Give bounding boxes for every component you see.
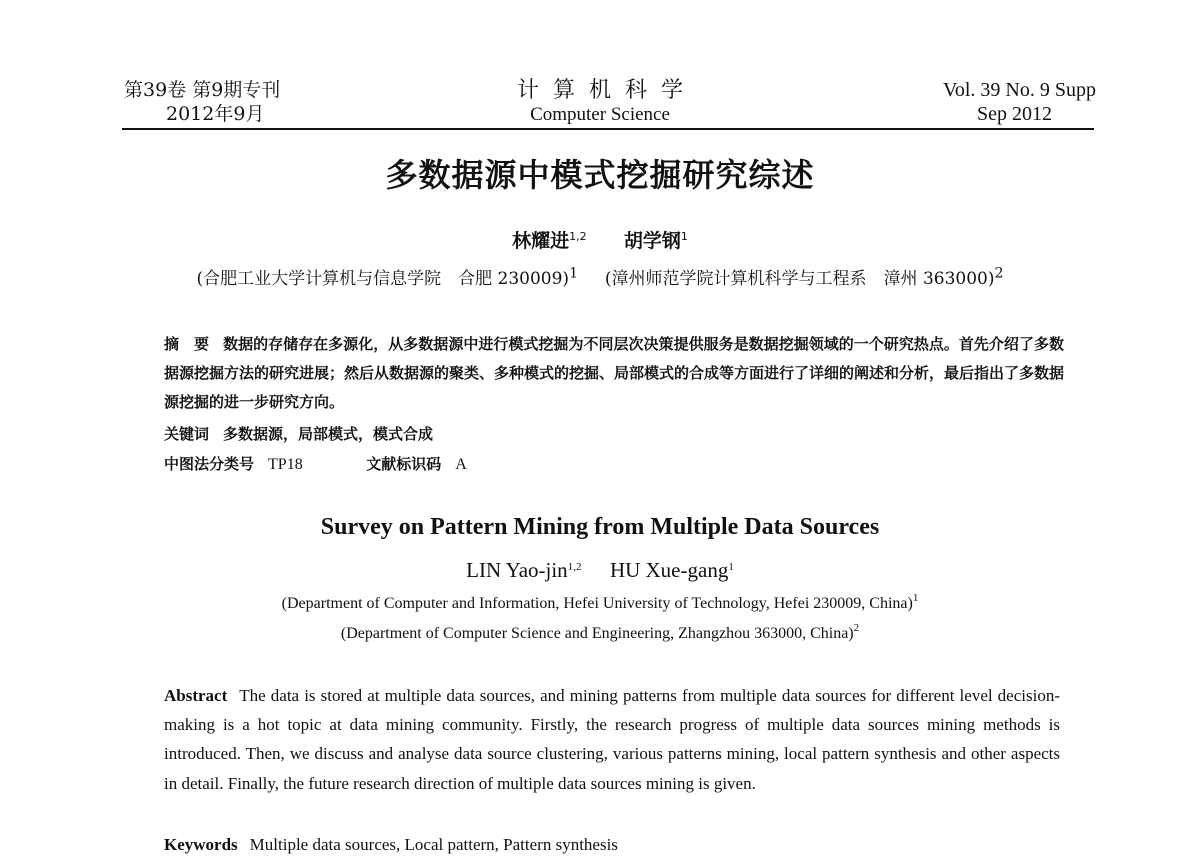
journal-name <box>450 78 750 126</box>
abstract-en <box>164 681 1060 798</box>
doc-code-label: 文献标识码 <box>366 455 442 473</box>
header-rule <box>122 128 1094 130</box>
authors-en <box>0 558 1200 583</box>
classification-row <box>164 450 467 479</box>
abstract-cn-label: 摘 要 <box>164 335 210 353</box>
volume-issue-en: Vol. 39 No. 9 Supp <box>943 79 1096 101</box>
clc-value: TP18 <box>268 456 303 473</box>
author-name-en: LIN Yao-jin <box>466 558 568 582</box>
author-affiliation-mark: 1 <box>728 561 734 573</box>
volume-issue: 第39卷 第9期专刊 <box>124 79 281 101</box>
keywords-cn <box>164 420 433 449</box>
running-header-right <box>943 78 1096 126</box>
affiliation-mark: 1 <box>912 592 919 604</box>
keywords-en <box>164 833 618 857</box>
author-name-en: HU Xue-gang <box>609 558 729 582</box>
keywords-cn-label: 关键词 <box>164 425 210 443</box>
author-affiliation-mark: 1,2 <box>567 561 582 573</box>
affiliation-en-1-text: (Department of Computer and Information, Hefei University of Technology, Hefei 230009, China) <box>281 595 913 612</box>
author-name: 林耀进 <box>512 230 570 252</box>
keywords-en-text: Multiple data sources, Local pattern, Pattern synthesis <box>249 835 618 854</box>
author-name: 胡学钢 <box>623 230 681 252</box>
author-affiliation-mark: 1 <box>680 230 688 243</box>
affiliation-1: (合肥工业大学计算机与信息学院 合肥 230009) <box>196 269 570 289</box>
running-header-left <box>124 78 280 126</box>
affiliation-mark: 2 <box>853 622 860 634</box>
journal-name-en: Computer Science <box>530 104 670 125</box>
affiliation-mark: 2 <box>994 265 1004 282</box>
keywords-en-label: Keywords <box>164 835 238 854</box>
paper-title-cn: 多数据源中模式挖掘研究综述 <box>385 156 815 194</box>
clc-label: 中图法分类号 <box>164 455 255 473</box>
affiliation-mark: 1 <box>569 265 579 282</box>
doc-code-value: A <box>455 456 467 473</box>
affiliation-en-2-text: (Department of Computer Science and Engineering, Zhangzhou 363000, China) <box>340 625 854 642</box>
affiliation-en-1 <box>0 592 1200 613</box>
affiliation-en-2 <box>0 622 1200 643</box>
paper-title-en: Survey on Pattern Mining from Multiple Data Sources <box>320 514 880 540</box>
abstract-cn <box>164 330 1064 417</box>
abstract-en-label: Abstract <box>164 686 228 705</box>
affiliation-2: (漳州师范学院计算机科学与工程系 漳州 363000) <box>604 269 995 289</box>
affiliations-cn <box>0 264 1200 289</box>
authors-cn <box>0 226 1200 253</box>
author-affiliation-mark: 1,2 <box>569 230 587 243</box>
abstract-cn-text: 数据的存储存在多源化，从多数据源中进行模式挖掘为不同层次决策提供服务是数据挖掘领域的一个研究热点。首先介绍了多数据源挖掘方法的研究进展；然后从数据源的聚类、多种模式的挖掘、局部模式的合成等方面进行了详细的阐述和分析，最后指出了多数据源挖掘的进一步研究方向。 <box>164 335 1065 411</box>
keywords-cn-text: 多数据源，局部模式，模式合成 <box>223 425 434 443</box>
publication-date-cn: 2012年9月 <box>166 103 265 125</box>
abstract-en-text: The data is stored at multiple data sources, and mining patterns from multiple data sources for different level decision-making is a hot topic at data mining community. Firstly, the research progress of multiple data sources mining methods is introduced. Then, we discuss and analyse data source clustering, various patterns mining, local pattern synthesis and other aspects in detail. Finally, the future research direction of multiple data sources mining is given. <box>164 686 1060 793</box>
journal-name-cn: 计算机科学 <box>516 78 697 103</box>
publication-date-en: Sep 2012 <box>977 103 1052 125</box>
